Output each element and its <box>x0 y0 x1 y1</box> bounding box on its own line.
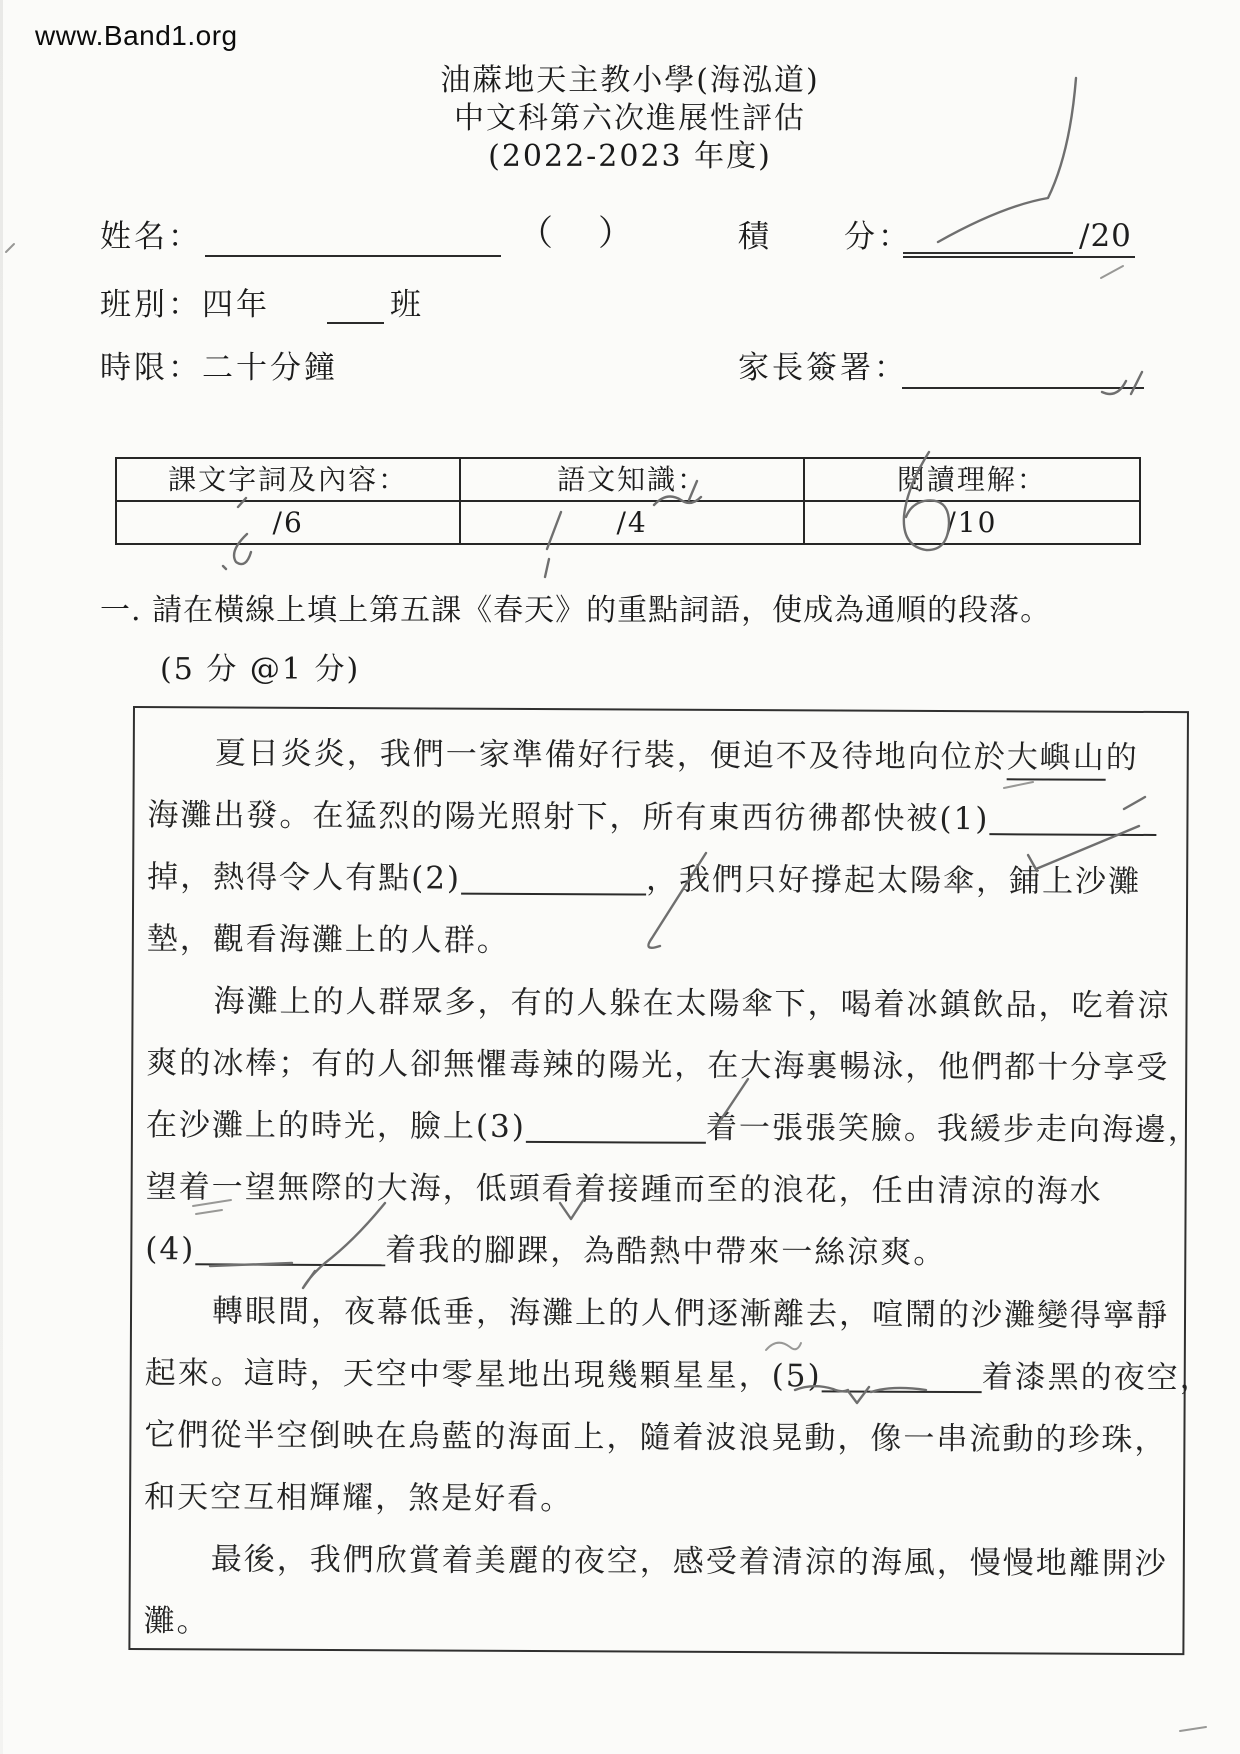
score-value-vocab: /6 <box>272 506 304 539</box>
score-table-header-row <box>117 459 1139 500</box>
fill-in-blank-line <box>989 827 1156 836</box>
pencil-tick-under-score-line <box>1101 266 1123 278</box>
class-suffix: 班 <box>390 287 424 323</box>
score-label-char1: 積 <box>738 219 772 255</box>
passage-text: 灘。 <box>143 1603 210 1640</box>
passage-box <box>128 706 1213 1655</box>
score-label <box>738 215 912 259</box>
question-1-marks: (5 分 @1 分) <box>160 652 361 687</box>
pencil-speck-left-margin <box>6 244 14 252</box>
score-value-reading: /10 <box>946 506 998 539</box>
passage-text: 在沙灘上的時光，臉上(3) <box>145 1107 526 1145</box>
score-total: /20 <box>1079 218 1132 254</box>
score-label-char2: 分： <box>844 219 912 255</box>
passage-line <box>130 1590 1182 1657</box>
pencil-speck-bottom-right <box>1180 1727 1206 1731</box>
underlined-word: 大嶼山 <box>1007 739 1106 780</box>
passage-text: 爽的冰棒；有的人卻無懼毒辣的陽光，在大海裏暢泳，他們都十分享受 <box>146 1045 1170 1087</box>
class-label: 班別：四年 <box>100 287 270 323</box>
watermark: www.Band1.org <box>35 20 238 51</box>
passage-line <box>133 1032 1185 1099</box>
paren-close: ） <box>598 214 634 254</box>
passage-text: 它們從半空倒映在烏藍的海面上，隨着波浪晃動，像一串流動的珍珠， <box>144 1417 1168 1459</box>
score-table-value-row <box>117 500 1139 543</box>
passage-text: 夏日炎炎，我們一家準備好行裝，便迫不及待地向位於 <box>214 735 1007 776</box>
passage-line <box>135 722 1187 789</box>
question-1-text: 一. 請在橫線上填上第五課《春天》的重點詞語，使成為通順的段落。 <box>100 593 1052 628</box>
name-blank-line <box>205 218 501 257</box>
score-value-language: /4 <box>459 502 804 543</box>
passage-text: 着一張張笑臉。我緩步走向海邊， <box>705 1109 1201 1149</box>
passage-line <box>133 970 1185 1037</box>
passage-text: 望着一望無際的大海，低頭看着接踵而至的浪花，任由清涼的海水 <box>145 1169 1103 1210</box>
fill-in-blank-line <box>526 1135 706 1144</box>
passage-text: 的 <box>1105 739 1139 776</box>
passage-line <box>132 1218 1184 1285</box>
name-label: 姓名： <box>100 219 202 255</box>
score-table <box>115 457 1141 545</box>
score-col-header-vocab: 課文字詞及內容： <box>168 463 409 496</box>
passage-line <box>132 1156 1184 1223</box>
passage-text: 着我的腳踝，為酷熱中帶來一絲涼爽。 <box>385 1232 947 1271</box>
exam-year: (2022-2023 年度) <box>488 139 772 174</box>
passage-text: 和天空互相輝耀，煞是好看。 <box>144 1479 574 1518</box>
score-field <box>903 218 1135 258</box>
passage-line <box>133 1094 1201 1161</box>
time-limit-label: 時限：二十分鐘 <box>100 350 338 386</box>
passage-text: 海灘出發。在猛烈的陽光照射下，所有東西彷彿都快被(1) <box>147 797 990 838</box>
passage-text: (4) <box>145 1231 196 1268</box>
parent-signature-line <box>902 349 1144 389</box>
passage-text: 着漆黑的夜空， <box>981 1359 1213 1397</box>
exam-title: 中文科第六次進展性評估 <box>454 101 806 136</box>
fill-in-blank-line <box>195 1257 385 1266</box>
passage-text: 最後，我們欣賞着美麗的夜空，感受着清涼的海風，慢慢地離開沙 <box>210 1541 1168 1583</box>
scan-edge-shadow <box>0 0 3 1754</box>
passage-line <box>131 1466 1183 1533</box>
class-blank-line <box>327 286 384 324</box>
passage-text: 轉眼間，夜幕低垂，海灘上的人們逐漸離去，喧鬧的沙灘變得寧靜 <box>211 1293 1170 1335</box>
score-blank-line <box>903 219 1073 254</box>
passage-line <box>134 846 1186 913</box>
passage-text: 海灘上的人群眾多，有的人躲在太陽傘下，喝着冰鎮飲品，吃着涼 <box>213 983 1171 1025</box>
passage-line <box>131 1404 1183 1471</box>
passage-line <box>132 1280 1184 1347</box>
score-col-header-reading: 閱讀理解： <box>896 463 1047 496</box>
fill-in-blank-line <box>822 1384 982 1393</box>
document-header <box>10 62 1240 176</box>
passage-line <box>134 784 1186 851</box>
passage-text: 起來。這時，天空中零星地出現幾顆星星，(5) <box>144 1355 822 1395</box>
name-paren-field <box>518 212 633 256</box>
passage-line <box>134 908 1186 975</box>
passage-text: 掉，熱得令人有點(2) <box>147 859 462 897</box>
passage-text: ，我們只好撐起太陽傘，鋪上沙灘 <box>645 861 1142 900</box>
fill-in-blank-line <box>461 887 646 896</box>
passage-line <box>131 1528 1183 1595</box>
passage-text: 墊，觀看海灘上的人群。 <box>146 921 510 959</box>
score-col-header-language: 語文知識： <box>459 459 804 500</box>
parent-signature-label: 家長簽署： <box>738 350 908 386</box>
paren-open: （ <box>518 214 554 254</box>
school-name: 油蔴地天主教小學(海泓道) <box>440 63 820 98</box>
passage-line <box>132 1342 1213 1409</box>
